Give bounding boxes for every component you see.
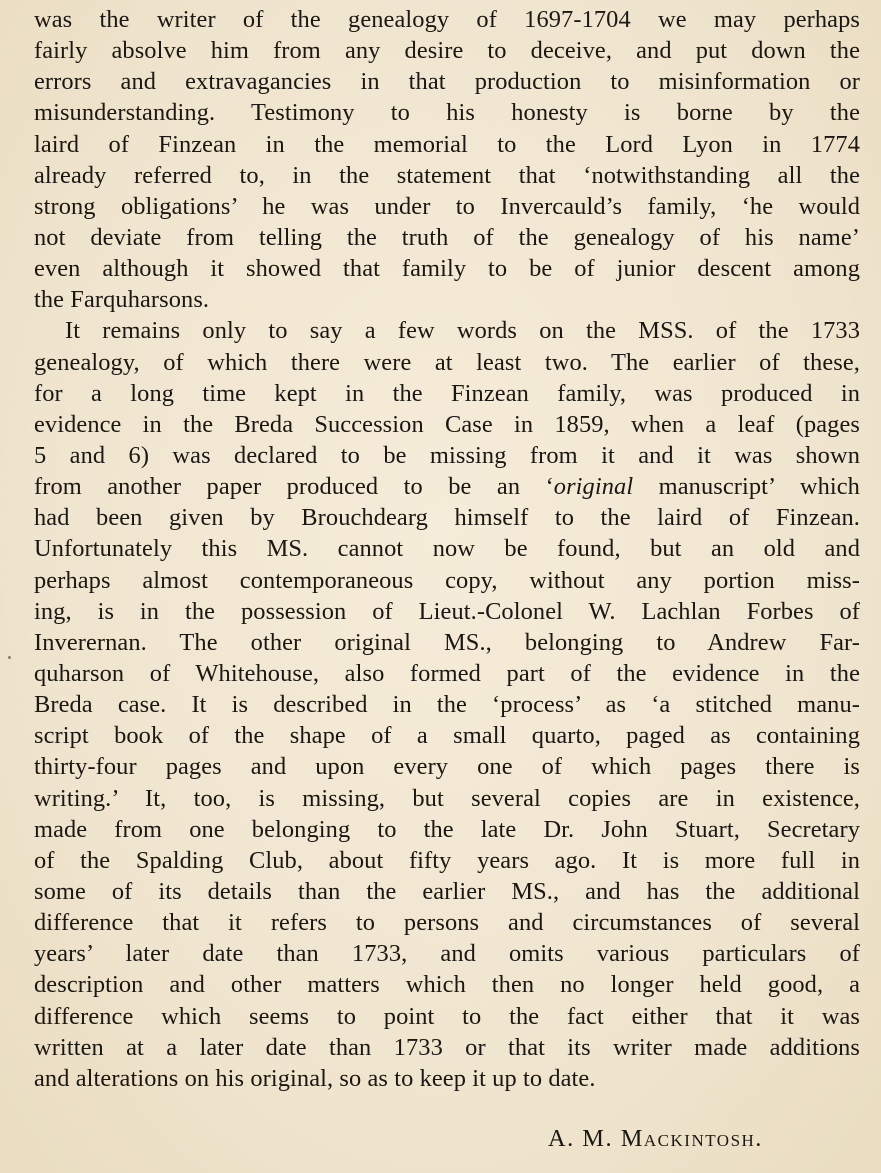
- text-line: [34, 471, 860, 502]
- text-line-content: quharson of Whitehouse, also formed part of the evidence in the: [34, 659, 860, 687]
- text-line-content: written at a later date than 1733 or that its writer made additions: [34, 1033, 860, 1061]
- text-line-content: evidence in the Breda Succession Case in 1859, when a leaf (pages: [34, 410, 860, 438]
- text-line: [34, 160, 860, 191]
- text-line-content: genealogy, of which there were at least two. The earlier of these,: [34, 348, 860, 376]
- text-line: [34, 689, 860, 720]
- text-line-content: script book of the shape of a small quarto, paged as containing: [34, 722, 860, 750]
- text-line-content: strong obligations’ he was under to Invercauld’s family, ‘he would: [34, 192, 860, 220]
- text-line: [34, 129, 860, 160]
- text-line: [34, 1001, 860, 1032]
- text-line-content: not deviate from telling the truth of the genealogy of his name’: [34, 223, 860, 251]
- signature-surname: Mackintosh.: [620, 1125, 763, 1152]
- text-line-content: of the Spalding Club, about fifty years ago. It is more full in: [34, 846, 860, 874]
- text-line: [34, 191, 860, 222]
- text-line: [34, 378, 860, 409]
- text-line: [34, 720, 860, 751]
- text-line-content: 5 and 6) was declared to be missing from it and it was shown: [34, 441, 860, 469]
- text-line: [34, 253, 860, 284]
- text-line: [34, 1032, 860, 1063]
- text-line-content: made from one belonging to the late Dr. John Stuart, Secretary: [34, 815, 860, 843]
- text-line: [34, 627, 860, 658]
- text-line: [34, 347, 860, 378]
- text-line: [34, 658, 860, 689]
- text-line: [34, 35, 860, 66]
- text-line: [34, 1063, 860, 1094]
- text-line-content: years’ later date than 1733, and omits various particulars of: [34, 940, 860, 968]
- text-line-content: Unfortunately this MS. cannot now be found, but an old and: [34, 535, 860, 563]
- text-line-content: Inverernan. The other original MS., belonging to Andrew Far-: [34, 628, 860, 656]
- margin-mark: [8, 656, 11, 659]
- text-line-content: fairly absolve him from any desire to deceive, and put down the: [34, 37, 860, 65]
- text-line-content: It remains only to say a few words on the MSS. of the 1733: [65, 317, 860, 345]
- text-line: [34, 565, 860, 596]
- text-line: [34, 938, 860, 969]
- text-line: [34, 533, 860, 564]
- text-line: [34, 97, 860, 128]
- text-line-continuation: manuscript’ which: [633, 473, 860, 501]
- text-line: [34, 66, 860, 97]
- text-line-content: and alterations on his original, so as to keep it up to date.: [34, 1064, 596, 1092]
- text-line: [34, 409, 860, 440]
- text-line-content: had been given by Brouchdearg himself to the laird of Finzean.: [34, 504, 860, 532]
- text-line: [34, 4, 860, 35]
- text-line: [34, 222, 860, 253]
- text-line-content: misunderstanding. Testimony to his honesty is borne by the: [34, 99, 860, 127]
- text-line-content: difference which seems to point to the fact either that it was: [34, 1002, 860, 1030]
- text-line: [34, 969, 860, 1000]
- text-line: [34, 783, 860, 814]
- text-line: [34, 502, 860, 533]
- text-line: [34, 907, 860, 938]
- text-line-content: writing.’ It, too, is missing, but several copies are in existence,: [34, 784, 860, 812]
- text-line: [34, 284, 860, 315]
- text-line-content: difference that it refers to persons and circumstances of several: [34, 909, 860, 937]
- text-line: [34, 440, 860, 471]
- text-line: [34, 876, 860, 907]
- text-line-content: Breda case. It is described in the ‘process’ as ‘a stitched manu-: [34, 691, 860, 719]
- text-line: [34, 845, 860, 876]
- signature-initials: A. M.: [548, 1125, 621, 1152]
- text-line-content: description and other matters which then no longer held good, a: [34, 971, 860, 999]
- page-body: [34, 4, 860, 1094]
- italic-emphasis: original: [553, 473, 634, 501]
- text-line-content: already referred to, in the statement that ‘notwithstanding all the: [34, 161, 860, 189]
- text-line-content: for a long time kept in the Finzean family, was produced in: [34, 379, 860, 407]
- text-line-content: errors and extravagancies in that production to misinformation or: [34, 68, 860, 96]
- text-line-content: laird of Finzean in the memorial to the Lord Lyon in 1774: [34, 130, 860, 158]
- text-line-content: ing, is in the possession of Lieut.-Colonel W. Lachlan Forbes of: [34, 597, 860, 625]
- text-line-content: perhaps almost contemporaneous copy, without any portion miss-: [34, 566, 860, 594]
- author-signature: [548, 1123, 763, 1154]
- text-line-content: thirty-four pages and upon every one of which pages there is: [34, 753, 860, 781]
- text-line: [34, 596, 860, 627]
- text-line-content: from another paper produced to be an ‘: [34, 473, 554, 501]
- text-line-content: the Farquharsons.: [34, 286, 210, 314]
- text-line: [34, 751, 860, 782]
- text-line-content: some of its details than the earlier MS., and has the additional: [34, 877, 860, 905]
- text-line-content: was the writer of the genealogy of 1697-1704 we may perhaps: [34, 6, 860, 33]
- text-line-content: even although it showed that family to be of junior descent among: [34, 255, 860, 283]
- text-line: [34, 814, 860, 845]
- text-line: [34, 315, 860, 346]
